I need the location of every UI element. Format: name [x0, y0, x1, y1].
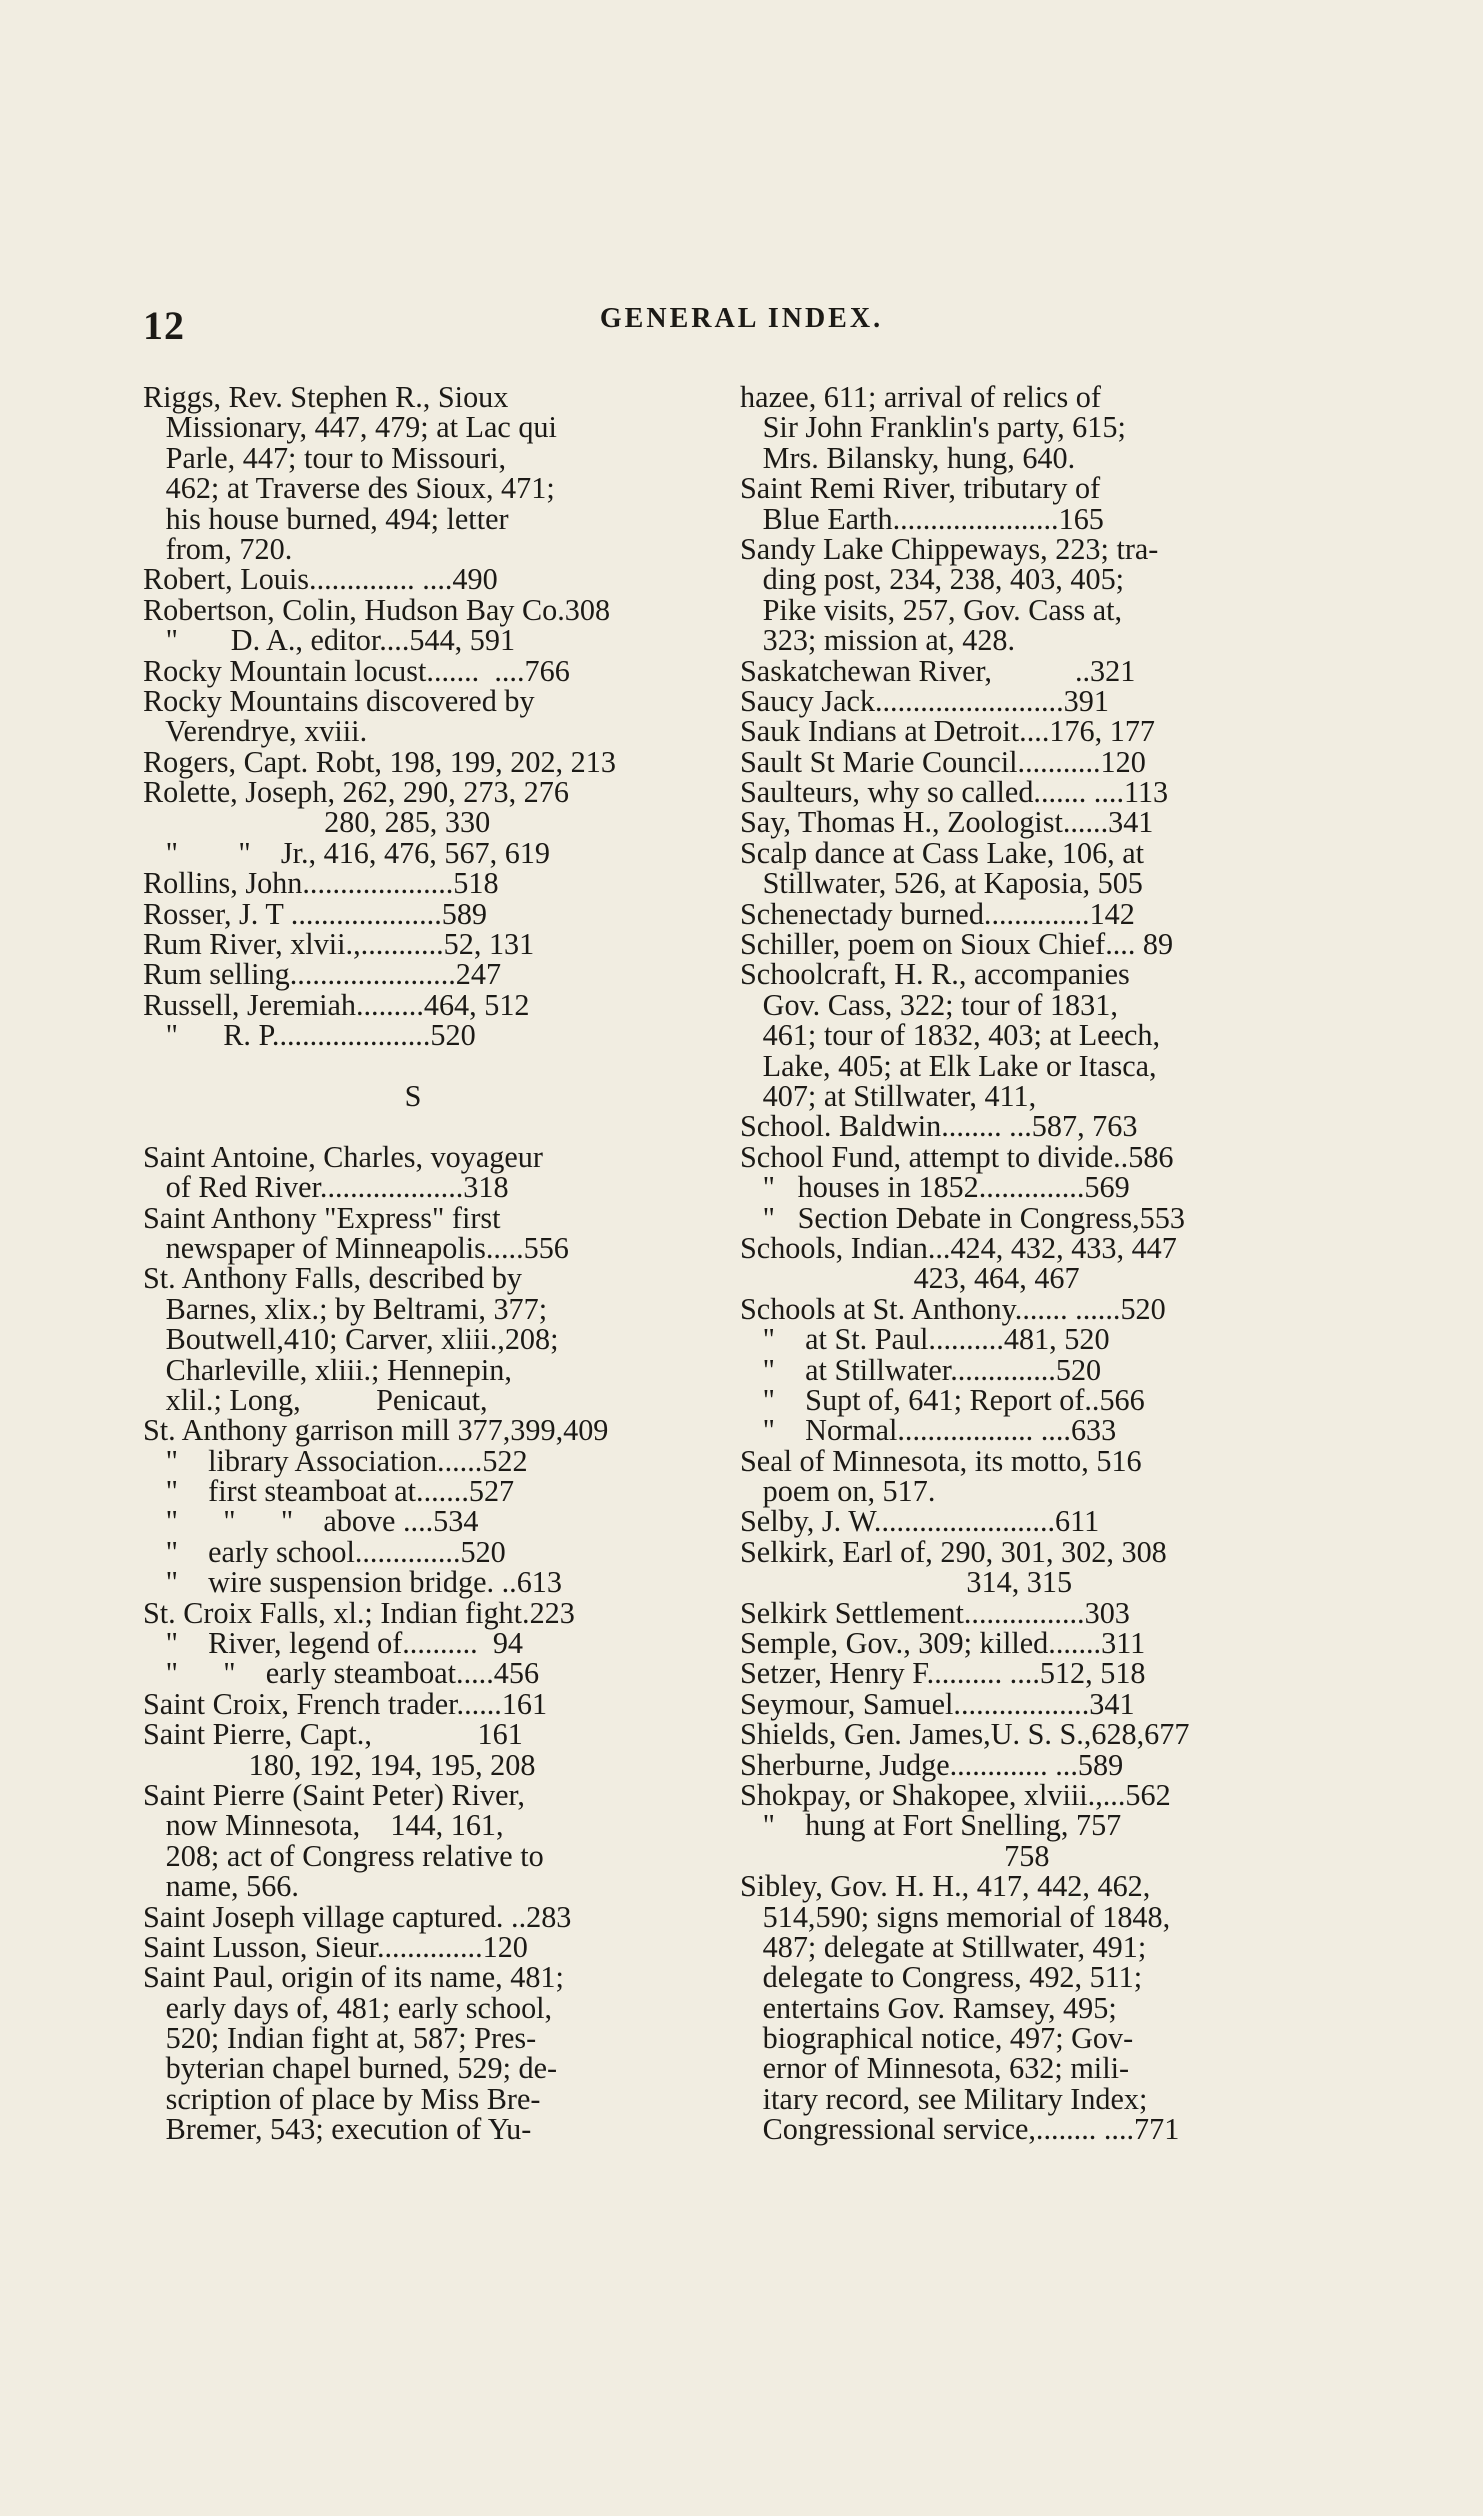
index-line: 461; tour of 1832, 403; at Leech, — [740, 1018, 1161, 1053]
index-line: " hung at Fort Snelling, 757 — [740, 1808, 1122, 1843]
index-line: now Minnesota, 144, 161, — [143, 1808, 504, 1843]
index-line: Saulteurs, why so called....... ....113 — [740, 775, 1169, 810]
index-line: Schools, Indian...424, 432, 433, 447 — [740, 1230, 1177, 1265]
index-line: Mrs. Bilansky, hung, 640. — [740, 440, 1076, 475]
index-line: " wire suspension bridge. ..613 — [143, 1565, 562, 1600]
index-line: Sauk Indians at Detroit....176, 177 — [740, 714, 1156, 749]
index-line: " R. P.....................520 — [143, 1018, 476, 1053]
index-line: delegate to Congress, 492, 511; — [740, 1960, 1143, 1995]
index-line: Barnes, xlix.; by Beltrami, 377; — [143, 1291, 548, 1326]
index-line: Seymour, Samuel..................341 — [740, 1686, 1135, 1721]
index-line: Schiller, poem on Sioux Chief.... 89 — [740, 927, 1174, 962]
index-line: Rum River, xlvii.,...........52, 131 — [143, 927, 535, 962]
index-line: Setzer, Henry F.......... ....512, 518 — [740, 1656, 1146, 1691]
page-header: GENERAL INDEX. — [599, 303, 884, 334]
index-line: Shokpay, or Shakopee, xlviii.,...562 — [740, 1777, 1171, 1812]
index-line: Parle, 447; tour to Missouri, — [143, 440, 507, 475]
index-line: " " early steamboat.....456 — [143, 1656, 540, 1691]
index-line: 280, 285, 330 — [143, 805, 491, 840]
index-line: Seal of Minnesota, its motto, 516 — [740, 1443, 1142, 1478]
index-line: Saint Antoine, Charles, voyageur — [143, 1139, 543, 1174]
index-line: of Red River...................318 — [143, 1170, 509, 1205]
index-line: Saucy Jack.........................391 — [740, 683, 1109, 718]
index-line: " D. A., editor....544, 591 — [143, 623, 516, 658]
index-line: entertains Gov. Ramsey, 495; — [740, 1990, 1117, 2025]
index-line: Lake, 405; at Elk Lake or Itasca, — [740, 1048, 1157, 1083]
section-letter: S — [404, 1078, 422, 1113]
index-line: biographical notice, 497; Gov- — [740, 2021, 1134, 2056]
index-line: Schools at St. Anthony....... ......520 — [740, 1291, 1166, 1326]
index-line: Schenectady burned..............142 — [740, 896, 1135, 931]
index-line: from, 720. — [143, 531, 293, 566]
blank-line — [143, 1051, 703, 1081]
index-line: Missionary, 447, 479; at Lac qui — [143, 410, 557, 445]
index-line: Congressional service,........ ....771 — [740, 2112, 1180, 2147]
index-line: Rocky Mountains discovered by — [143, 683, 535, 718]
index-line: byterian chapel burned, 529; de- — [143, 2051, 558, 2086]
index-line: Saint Pierre (Saint Peter) River, — [143, 1777, 525, 1812]
index-line: Rollins, John....................518 — [143, 866, 499, 901]
index-line: Selkirk, Earl of, 290, 301, 302, 308 — [740, 1534, 1167, 1569]
index-line: 180, 192, 194, 195, 208 — [143, 1747, 536, 1782]
index-line: Pike visits, 257, Gov. Cass at, — [740, 592, 1123, 627]
index-line: St. Anthony Falls, described by — [143, 1261, 523, 1296]
index-line: 758 — [740, 1838, 1050, 1873]
index-line: Selby, J. W........................611 — [740, 1504, 1100, 1539]
index-line: " at Stillwater..............520 — [740, 1352, 1102, 1387]
index-line: Say, Thomas H., Zoologist......341 — [740, 805, 1154, 840]
index-column-right — [740, 382, 1300, 2145]
index-line: Sir John Franklin's party, 615; — [740, 410, 1126, 445]
index-line: Sault St Marie Council...........120 — [740, 744, 1146, 779]
index-line: Riggs, Rev. Stephen R., Sioux — [143, 380, 509, 414]
index-line: 323; mission at, 428. — [740, 623, 1016, 658]
index-line: 208; act of Congress relative to — [143, 1838, 544, 1873]
index-line: Robert, Louis.............. ....490 — [143, 562, 498, 597]
index-line: itary record, see Military Index; — [740, 2081, 1148, 2116]
index-line: newspaper of Minneapolis.....556 — [143, 1230, 569, 1265]
index-line: " " " above ....534 — [143, 1504, 479, 1539]
index-line: Rogers, Capt. Robt, 198, 199, 202, 213 — [143, 744, 616, 779]
index-line: Rocky Mountain locust....... ....766 — [143, 653, 570, 688]
index-line: Sherburne, Judge............. ...589 — [740, 1747, 1124, 1782]
index-line: Selkirk Settlement................303 — [740, 1595, 1130, 1630]
index-line: scription of place by Miss Bre- — [143, 2081, 541, 2116]
index-line: " Section Debate in Congress,553 — [740, 1200, 1185, 1235]
index-line: Saint Joseph village captured. ..283 — [143, 1899, 572, 1934]
index-line: " library Association......522 — [143, 1443, 528, 1478]
index-line: Boutwell,410; Carver, xliii.,208; — [143, 1322, 559, 1357]
index-line: hazee, 611; arrival of relics of — [740, 380, 1101, 414]
index-line: Shields, Gen. James,U. S. S.,628,677 — [740, 1717, 1190, 1752]
index-line: Rosser, J. T ....................589 — [143, 896, 488, 931]
index-line: poem on, 517. — [740, 1474, 936, 1509]
index-line: " houses in 1852..............569 — [740, 1170, 1130, 1205]
index-line: Saskatchewan River, ..321 — [740, 653, 1136, 688]
index-line: Saint Pierre, Capt., 161 — [143, 1717, 523, 1752]
index-line: Saint Anthony "Express" first — [143, 1200, 501, 1235]
index-line: Semple, Gov., 309; killed.......311 — [740, 1626, 1146, 1661]
index-line: Verendrye, xviii. — [143, 714, 368, 749]
index-line: " at St. Paul..........481, 520 — [740, 1322, 1110, 1357]
index-line: " Normal.................. ....633 — [740, 1413, 1117, 1448]
index-line: Sibley, Gov. H. H., 417, 442, 462, — [740, 1869, 1151, 1904]
index-line: xlil.; Long, Penicaut, — [143, 1382, 488, 1417]
index-line: 514,590; signs memorial of 1848, — [740, 1899, 1171, 1934]
index-line: " River, legend of.......... 94 — [143, 1626, 524, 1661]
index-line: 462; at Traverse des Sioux, 471; — [143, 471, 555, 506]
index-line: ding post, 234, 238, 403, 405; — [740, 562, 1125, 597]
index-line: Gov. Cass, 322; tour of 1831, — [740, 987, 1118, 1022]
blank-line — [143, 1111, 703, 1141]
index-line: 423, 464, 467 — [740, 1261, 1080, 1296]
index-line: ernor of Minnesota, 632; mili- — [740, 2051, 1130, 2086]
index-line: early days of, 481; early school, — [143, 1990, 553, 2025]
index-line: Rolette, Joseph, 262, 290, 273, 276 — [143, 775, 569, 810]
index-line: Saint Paul, origin of its name, 481; — [143, 1960, 564, 1995]
index-line: " Supt of, 641; Report of..566 — [740, 1382, 1145, 1417]
index-line: Blue Earth......................165 — [740, 501, 1104, 536]
index-line: his house burned, 494; letter — [143, 501, 509, 536]
index-line: 314, 315 — [740, 1565, 1073, 1600]
index-line: 487; delegate at Stillwater, 491; — [740, 1929, 1147, 1964]
index-line: Russell, Jeremiah.........464, 512 — [143, 987, 530, 1022]
index-line: Stillwater, 526, at Kaposia, 505 — [740, 866, 1143, 901]
index-line: " " Jr., 416, 476, 567, 619 — [143, 835, 551, 870]
index-column-left — [143, 382, 703, 2145]
index-line: name, 566. — [143, 1869, 299, 1904]
index-line: Saint Lusson, Sieur..............120 — [143, 1929, 528, 1964]
index-line: " early school..............520 — [143, 1534, 506, 1569]
index-line: School. Baldwin........ ...587, 763 — [740, 1109, 1138, 1144]
index-line: 520; Indian fight at, 587; Pres- — [143, 2021, 537, 2056]
index-line: Rum selling......................247 — [143, 957, 502, 992]
index-line: Bremer, 543; execution of Yu- — [143, 2112, 532, 2147]
index-line: Sandy Lake Chippeways, 223; tra- — [740, 531, 1159, 566]
index-line: School Fund, attempt to divide..586 — [740, 1139, 1174, 1174]
index-line: St. Anthony garrison mill 377,399,409 — [143, 1413, 609, 1448]
index-line: Saint Croix, French trader......161 — [143, 1686, 548, 1721]
index-line: St. Croix Falls, xl.; Indian fight.223 — [143, 1595, 575, 1630]
index-line: Robertson, Colin, Hudson Bay Co.308 — [143, 592, 611, 627]
index-line: 407; at Stillwater, 411, — [740, 1078, 1037, 1113]
index-line: Schoolcraft, H. R., accompanies — [740, 957, 1130, 992]
page-number: 12 — [143, 303, 185, 348]
index-line: " first steamboat at.......527 — [143, 1474, 515, 1509]
index-line: Scalp dance at Cass Lake, 106, at — [740, 835, 1145, 870]
index-line: Saint Remi River, tributary of — [740, 471, 1101, 506]
index-line: Charleville, xliii.; Hennepin, — [143, 1352, 512, 1387]
